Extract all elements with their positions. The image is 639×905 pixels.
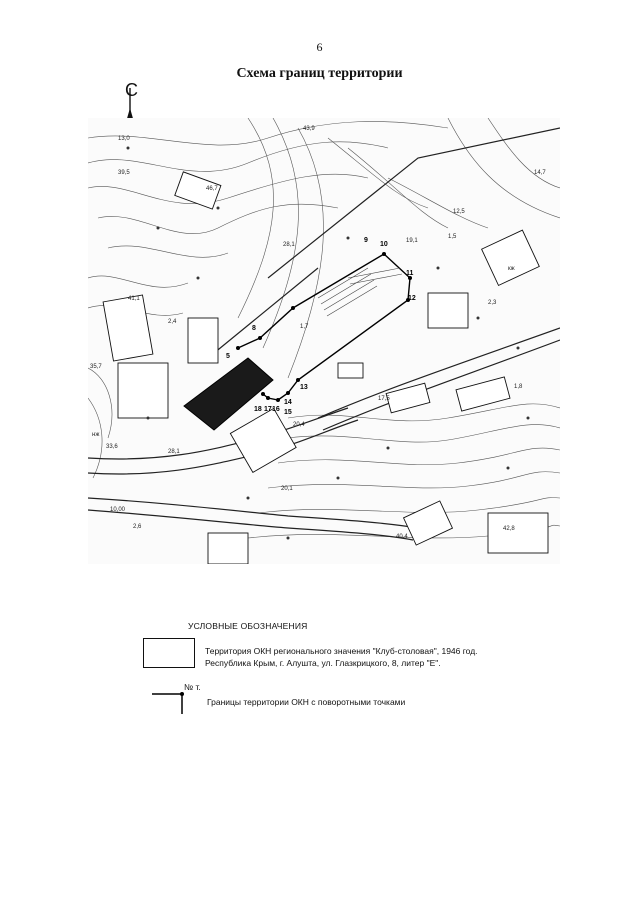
map-label: нж xyxy=(92,432,100,438)
map-label: 2,3 xyxy=(488,300,497,306)
legend-territory-line2: Республика Крым, г. Алушта, ул. Глазкрицкого, 8, литер "Е". xyxy=(205,658,441,668)
elevation-label: 35,7 xyxy=(90,364,102,370)
page-number: 6 xyxy=(316,40,323,54)
elevation-label: 33,6 xyxy=(106,444,118,450)
legend-item-territory xyxy=(205,645,525,669)
turning-point-label: 12 xyxy=(408,295,416,302)
turning-point-label: 16 xyxy=(272,406,280,413)
elevation-label: 40,4 xyxy=(396,534,408,540)
elevation-label: 46,7 xyxy=(206,186,218,192)
cadastral-map xyxy=(88,118,560,564)
elevation-label: 20,4 xyxy=(293,422,305,428)
legend-territory-swatch xyxy=(143,638,195,668)
elevation-label: 20,1 xyxy=(281,486,293,492)
page-title: Схема границ территории xyxy=(236,66,403,81)
elevation-label: 28,1 xyxy=(168,449,180,455)
legend-item-boundary: Границы территории ОКН с поворотными точками xyxy=(207,697,406,707)
elevation-label: 19,1 xyxy=(406,238,418,244)
elevation-label: 28,1 xyxy=(283,242,295,248)
elevation-label: 2,6 xyxy=(133,524,142,530)
turning-point-label: 8 xyxy=(252,325,256,332)
elevation-label: 13,0 xyxy=(118,136,130,142)
elevation-label: 10,00 xyxy=(110,507,126,513)
elevation-label: 41,1 xyxy=(128,296,140,302)
elevation-label: 17,5 xyxy=(378,396,390,402)
turning-point-label: 14 xyxy=(284,399,292,406)
map-label: кж xyxy=(508,266,515,272)
map-label: 2,4 xyxy=(168,319,177,325)
elevation-label: 42,8 xyxy=(503,526,515,532)
map-drawing xyxy=(88,118,560,564)
turning-point-label: 18 xyxy=(254,406,262,413)
turning-point-label: 11 xyxy=(406,270,414,277)
boundary-line-symbol-icon xyxy=(150,682,210,716)
elevation-label: 14,7 xyxy=(534,170,546,176)
legend-point-number-label: № т. xyxy=(184,682,201,692)
turning-point-label: 10 xyxy=(380,241,388,248)
turning-point-label: 5 xyxy=(226,353,230,360)
elevation-label: 39,5 xyxy=(118,170,130,176)
compass-north-label: С xyxy=(125,80,138,100)
turning-point-label: 13 xyxy=(300,384,308,391)
elevation-label: 43,9 xyxy=(303,126,315,132)
elevation-label: 12,5 xyxy=(453,209,465,215)
turning-point-label: 9 xyxy=(364,237,368,244)
turning-point-label: 17 xyxy=(264,406,272,413)
turning-point-label: 15 xyxy=(284,409,292,416)
legend-territory-line1: Территория ОКН регионального значения "Клуб-столовая", 1946 год. xyxy=(205,646,478,656)
map-label: 1,5 xyxy=(448,234,457,240)
map-label: 1,7 xyxy=(300,324,309,330)
map-label: 1,8 xyxy=(514,384,523,390)
legend-title: УСЛОВНЫЕ ОБОЗНАЧЕНИЯ xyxy=(188,621,308,631)
